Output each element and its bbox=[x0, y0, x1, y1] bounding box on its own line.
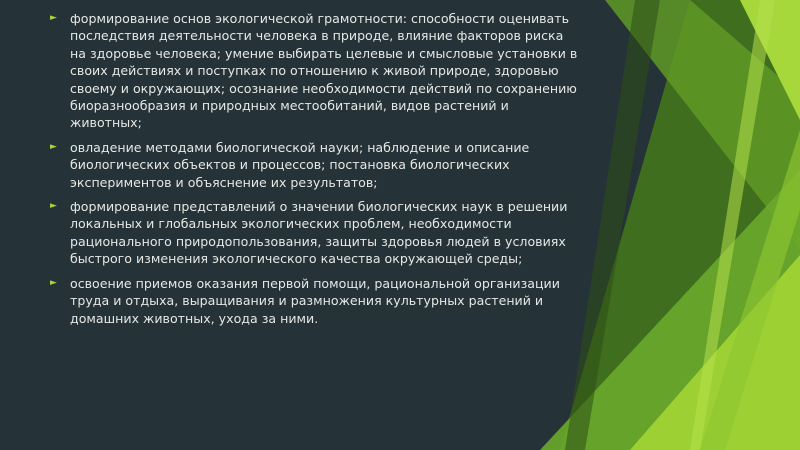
bullet-item bbox=[50, 198, 615, 268]
bullet-text: формирование основ экологической грамотности: способности оценивать последствия деятельности человека в природе, влияние факторов риска на здоровье человека; умение выбирать целевые и смысловые установки в своих действиях и поступках по отношению к живой природе, здоровью своему и окружающих; осознание необходимости действий по сохранению биоразнообразия и природных местообитаний, видов растений и животных; bbox=[70, 11, 578, 131]
bullet-text: освоение приемов оказания первой помощи, рациональной организации труда и отдыха, выращивания и размножения культурных растений и домашних животных, ухода за ними. bbox=[70, 275, 560, 326]
bullet-list bbox=[50, 10, 615, 334]
triangle-bullet-icon: ► bbox=[50, 201, 57, 212]
bullet-item bbox=[50, 139, 615, 191]
bullet-item bbox=[50, 10, 615, 132]
bullet-item bbox=[50, 275, 615, 327]
triangle-bullet-icon: ► bbox=[50, 141, 57, 152]
bullet-text: формирование представлений о значении биологических наук в решении локальных и глобальных экологических проблем, необходимости рационального природопользования, защиты здоровья людей в условиях быстрого изменения экологического качества окружающей среды; bbox=[70, 199, 568, 267]
bullet-text: овладение методами биологической науки; наблюдение и описание биологических объектов и процессов; постановка биологических экспериментов и объяснение их результатов; bbox=[70, 139, 530, 190]
triangle-bullet-icon: ► bbox=[50, 277, 57, 288]
triangle-bullet-icon: ► bbox=[50, 13, 57, 23]
